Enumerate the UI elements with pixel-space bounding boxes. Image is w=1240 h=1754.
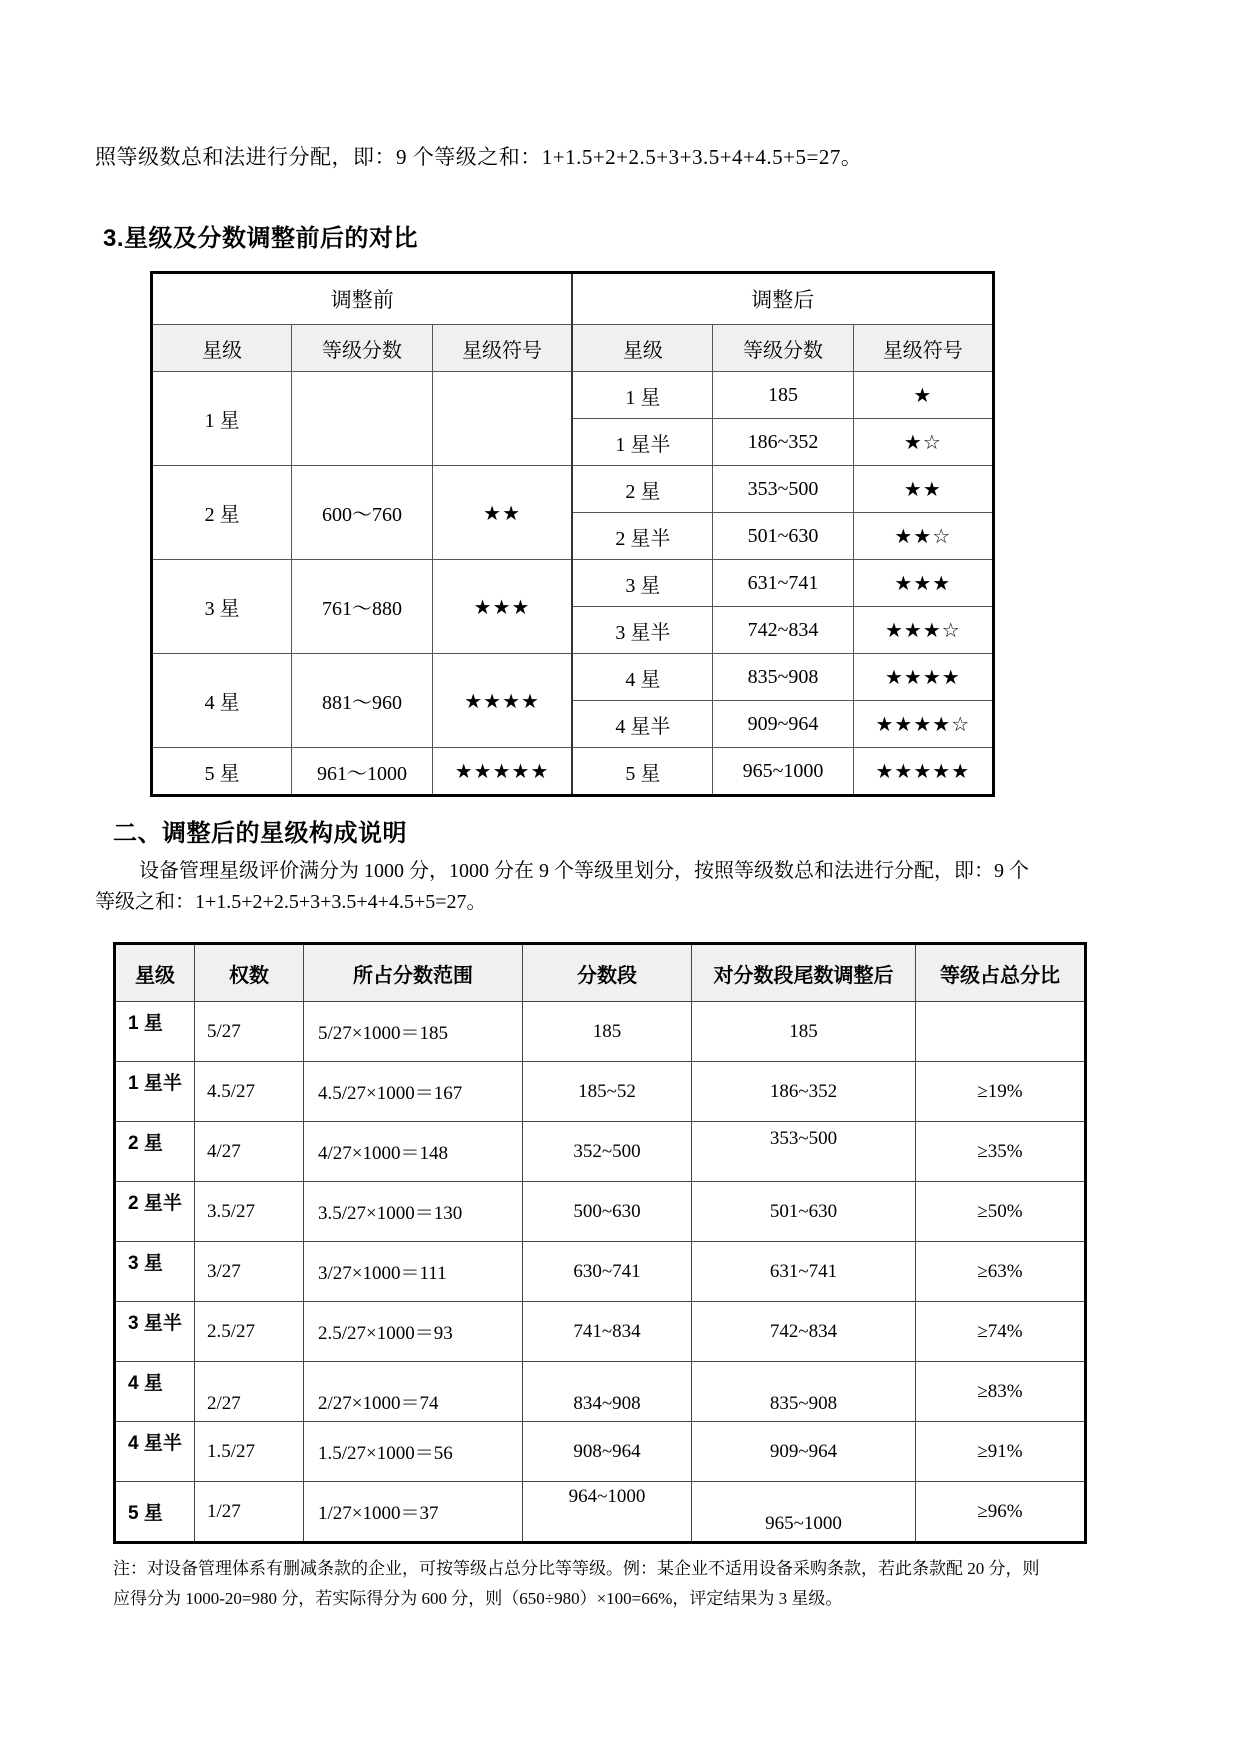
cell-level: 4 星: [115, 1362, 195, 1422]
cell-weight: 1/27: [195, 1482, 304, 1543]
cell-segment: 630~741: [523, 1242, 692, 1302]
cell-after-symbol: ★★: [853, 466, 993, 513]
cell-after-level: 2 星半: [572, 513, 712, 560]
cell-weight: 4.5/27: [195, 1062, 304, 1122]
cell-before-score: 600～760: [292, 466, 432, 560]
cell-percent: ≥19%: [916, 1062, 1086, 1122]
cell-before-score: 881～960: [292, 654, 432, 748]
composition-table-head: [115, 944, 1086, 1002]
table-row: [152, 372, 994, 419]
footnote-line-2: 应得分为 1000-20=980 分，若实际得分为 600 分，则（650÷980）×100=66%，评定结果为 3 星级。: [113, 1589, 843, 1608]
cell-after-level: 4 星半: [572, 701, 712, 748]
cell-segment: 964~1000: [523, 1482, 692, 1543]
table-row: [115, 1062, 1086, 1122]
cell-after-level: 1 星: [572, 372, 712, 419]
cell-range: 5/27×1000＝185: [304, 1002, 523, 1062]
cell-after-score: 835~908: [713, 654, 853, 701]
cell-after-level: 5 星: [572, 748, 712, 796]
cell-after-score: 631~741: [713, 560, 853, 607]
col-header-percent: 等级占总分比: [916, 944, 1086, 1002]
cell-before-level: 3 星: [152, 560, 292, 654]
cell-percent: [916, 1002, 1086, 1062]
cell-after-level: 4 星: [572, 654, 712, 701]
table-row: [115, 1422, 1086, 1482]
group-header-after: 调整后: [572, 273, 993, 325]
cell-adjusted: 965~1000: [692, 1482, 916, 1543]
cell-percent: ≥50%: [916, 1182, 1086, 1242]
cell-segment: 185~52: [523, 1062, 692, 1122]
cell-weight: 1.5/27: [195, 1422, 304, 1482]
cell-adjusted: 835~908: [692, 1362, 916, 1422]
cell-adjusted: 909~964: [692, 1422, 916, 1482]
col-header-before-symbol: 星级符号: [432, 325, 572, 372]
table-row: [115, 1302, 1086, 1362]
cell-after-symbol: ★★★★☆: [853, 701, 993, 748]
cell-after-score: 353~500: [713, 466, 853, 513]
cell-range: 3/27×1000＝111: [304, 1242, 523, 1302]
table-row: [152, 560, 994, 607]
cell-after-symbol: ★★★★: [853, 654, 993, 701]
cell-range: 1/27×1000＝37: [304, 1482, 523, 1543]
col-header-after-level: 星级: [572, 325, 712, 372]
cell-weight: 4/27: [195, 1122, 304, 1182]
cell-before-score: [292, 372, 432, 466]
cell-after-score: 501~630: [713, 513, 853, 560]
cell-adjusted: 353~500: [692, 1122, 916, 1182]
cell-before-symbol: ★★: [432, 466, 572, 560]
cell-before-level: 2 星: [152, 466, 292, 560]
cell-range: 3.5/27×1000＝130: [304, 1182, 523, 1242]
section-3-heading: 3.星级及分数调整前后的对比: [103, 225, 419, 252]
cell-after-score: 186~352: [713, 419, 853, 466]
table-column-header-row: [115, 944, 1086, 1002]
comparison-table: [150, 271, 995, 797]
cell-range: 2/27×1000＝74: [304, 1362, 523, 1422]
intro-paragraph: 照等级数总和法进行分配，即：9 个等级之和：1+1.5+2+2.5+3+3.5+4+4.5+5=27。: [95, 145, 863, 169]
footnote-line-1: 注：对设备管理体系有删减条款的企业，可按等级占总分比等等级。例：某企业不适用设备采购条款，若此条款配 20 分，则: [113, 1559, 1040, 1578]
cell-level: 4 星半: [115, 1422, 195, 1482]
cell-adjusted: 742~834: [692, 1302, 916, 1362]
cell-weight: 2.5/27: [195, 1302, 304, 1362]
table-row: [115, 1362, 1086, 1422]
cell-percent: ≥91%: [916, 1422, 1086, 1482]
cell-level: 2 星半: [115, 1182, 195, 1242]
composition-table: [113, 942, 1087, 1544]
table-row: [115, 1182, 1086, 1242]
cell-segment: 908~964: [523, 1422, 692, 1482]
col-header-after-score: 等级分数: [713, 325, 853, 372]
cell-before-score: 761～880: [292, 560, 432, 654]
table-row: [115, 1002, 1086, 1062]
cell-segment: 500~630: [523, 1182, 692, 1242]
table-row: [152, 654, 994, 701]
col-header-range: 所占分数范围: [304, 944, 523, 1002]
comparison-table-body: [152, 372, 994, 796]
cell-adjusted: 185: [692, 1002, 916, 1062]
footnote: [113, 1554, 1053, 1614]
table-row: [152, 466, 994, 513]
cell-range: 4.5/27×1000＝167: [304, 1062, 523, 1122]
section-2-paragraph: [95, 856, 1145, 918]
cell-before-score: 961～1000: [292, 748, 432, 796]
cell-segment: 834~908: [523, 1362, 692, 1422]
cell-before-symbol: ★★★★: [432, 654, 572, 748]
col-header-level: 星级: [115, 944, 195, 1002]
cell-percent: ≥96%: [916, 1482, 1086, 1543]
cell-weight: 3.5/27: [195, 1182, 304, 1242]
cell-level: 3 星半: [115, 1302, 195, 1362]
cell-after-symbol: ★★★☆: [853, 607, 993, 654]
cell-after-symbol: ★☆: [853, 419, 993, 466]
cell-adjusted: 186~352: [692, 1062, 916, 1122]
cell-level: 5 星: [115, 1482, 195, 1543]
cell-after-score: 742~834: [713, 607, 853, 654]
cell-segment: 185: [523, 1002, 692, 1062]
cell-before-symbol: ★★★★★: [432, 748, 572, 796]
cell-before-symbol: ★★★: [432, 560, 572, 654]
cell-after-score: 965~1000: [713, 748, 853, 796]
section-2-heading: 二、调整后的星级构成说明: [113, 820, 407, 847]
cell-level: 3 星: [115, 1242, 195, 1302]
cell-before-level: 1 星: [152, 372, 292, 466]
cell-percent: ≥74%: [916, 1302, 1086, 1362]
cell-weight: 2/27: [195, 1362, 304, 1422]
col-header-before-level: 星级: [152, 325, 292, 372]
cell-after-symbol: ★★★★★: [853, 748, 993, 796]
col-header-segment: 分数段: [523, 944, 692, 1002]
comparison-table-head: [152, 273, 994, 372]
cell-level: 2 星: [115, 1122, 195, 1182]
col-header-after-symbol: 星级符号: [853, 325, 993, 372]
paragraph-line-2: 等级之和：1+1.5+2+2.5+3+3.5+4+4.5+5=27。: [95, 891, 487, 913]
col-header-adjusted: 对分数段尾数调整后: [692, 944, 916, 1002]
group-header-before: 调整前: [152, 273, 573, 325]
cell-range: 4/27×1000＝148: [304, 1122, 523, 1182]
table-row: [115, 1482, 1086, 1543]
cell-after-symbol: ★★★: [853, 560, 993, 607]
cell-level: 1 星半: [115, 1062, 195, 1122]
table-row: [152, 748, 994, 796]
cell-before-level: 5 星: [152, 748, 292, 796]
paragraph-line-1: 设备管理星级评价满分为 1000 分，1000 分在 9 个等级里划分，按照等级数总和法进行分配，即：9 个: [139, 860, 1029, 882]
cell-segment: 352~500: [523, 1122, 692, 1182]
col-header-before-score: 等级分数: [292, 325, 432, 372]
table-column-header-row: [152, 325, 994, 372]
cell-after-symbol: ★★☆: [853, 513, 993, 560]
composition-table-body: [115, 1002, 1086, 1543]
cell-weight: 5/27: [195, 1002, 304, 1062]
cell-range: 2.5/27×1000＝93: [304, 1302, 523, 1362]
cell-weight: 3/27: [195, 1242, 304, 1302]
cell-percent: ≥35%: [916, 1122, 1086, 1182]
cell-level: 1 星: [115, 1002, 195, 1062]
cell-after-level: 2 星: [572, 466, 712, 513]
col-header-weight: 权数: [195, 944, 304, 1002]
comparison-table-wrapper: [150, 271, 1145, 797]
composition-table-wrapper: [113, 942, 1145, 1544]
table-row: [115, 1242, 1086, 1302]
table-row: [115, 1122, 1086, 1182]
cell-after-score: 909~964: [713, 701, 853, 748]
cell-after-level: 3 星: [572, 560, 712, 607]
cell-range: 1.5/27×1000＝56: [304, 1422, 523, 1482]
cell-adjusted: 501~630: [692, 1182, 916, 1242]
cell-before-symbol: [432, 372, 572, 466]
cell-after-level: 1 星半: [572, 419, 712, 466]
cell-before-level: 4 星: [152, 654, 292, 748]
cell-after-score: 185: [713, 372, 853, 419]
cell-percent: ≥63%: [916, 1242, 1086, 1302]
table-group-header-row: [152, 273, 994, 325]
cell-segment: 741~834: [523, 1302, 692, 1362]
cell-after-symbol: ★: [853, 372, 993, 419]
cell-adjusted: 631~741: [692, 1242, 916, 1302]
cell-after-level: 3 星半: [572, 607, 712, 654]
cell-percent: ≥83%: [916, 1362, 1086, 1422]
